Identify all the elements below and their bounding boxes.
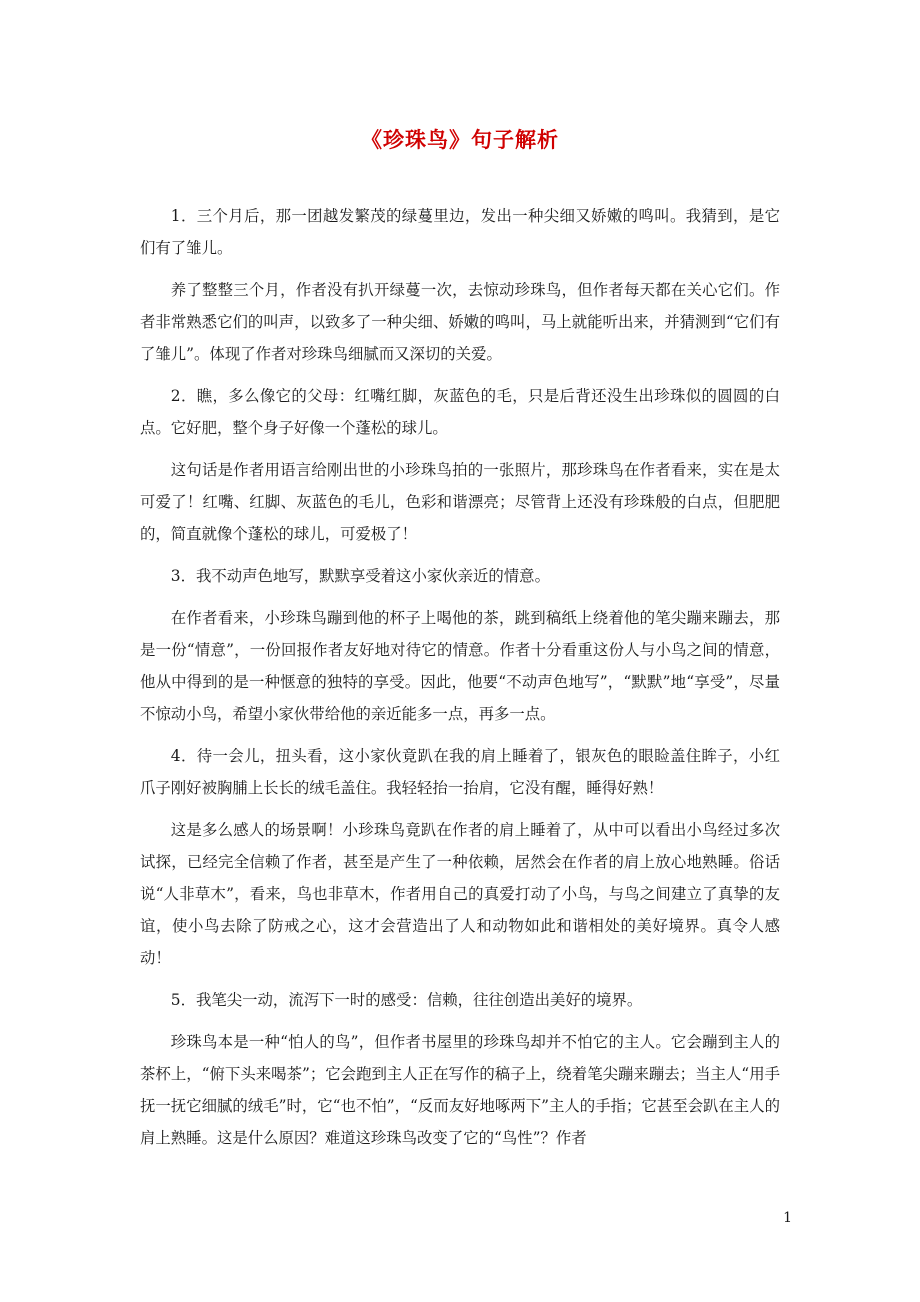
paragraph-3: 2．瞧，多么像它的父母：红嘴红脚，灰蓝色的毛，只是后背还没生出珍珠似的圆圆的白点。它好肥，整个身子好像一个蓬松的球儿。 <box>140 387 780 437</box>
paragraph-9: 5．我笔尖一动，流泻下一时的感受：信赖，往往创造出美好的境界。 <box>170 991 643 1009</box>
paragraph-10: 珍珠鸟本是一种“怕人的鸟”，但作者书屋里的珍珠鸟却并不怕它的主人。它会蹦到主人的茶杯上，“俯下头来喝茶”；它会跑到主人正在写作的稿子上，绕着笔尖蹦来蹦去；当主人“用手抚一抚它细腻的绒毛”时，它“也不怕”，“反而友好地啄两下”主人的手指；它甚至会趴在主人的肩上熟睡。这是什么原因？难道这珍珠鸟改变了它的“鸟性”？作者 <box>140 1033 780 1147</box>
page-title: 《珍珠鸟》句子解析 <box>361 127 559 152</box>
paragraph-4: 这句话是作者用语言给刚出世的小珍珠鸟拍的一张照片，那珍珠鸟在作者看来，实在是太可爱了！红嘴、红脚、灰蓝色的毛儿，色彩和谐漂亮；尽管背上还没有珍珠般的白点，但肥肥的，简直就像个蓬松的球儿，可爱极了！ <box>140 461 780 543</box>
paragraph-7: 4．待一会儿，扭头看，这小家伙竟趴在我的肩上睡着了，银灰色的眼睑盖住眸子，小红爪子刚好被胸脯上长长的绒毛盖住。我轻轻抬一抬肩，它没有醒，睡得好熟！ <box>140 747 780 797</box>
paragraph-8: 这是多么感人的场景啊！小珍珠鸟竟趴在作者的肩上睡着了，从中可以看出小鸟经过多次试探，已经完全信赖了作者，甚至是产生了一种依赖，居然会在作者的肩上放心地熟睡。俗话说“人非草木”，看来，鸟也非草木，作者用自己的真爱打动了小鸟，与鸟之间建立了真挚的友谊，使小鸟去除了防戒之心，这才会营造出了人和动物如此和谐相处的美好境界。真令人感动！ <box>140 821 780 967</box>
paragraph-1: 1．三个月后，那一团越发繁茂的绿蔓里边，发出一种尖细又娇嫩的鸣叫。我猜到，是它们有了雏儿。 <box>140 207 780 257</box>
paragraph-6: 在作者看来，小珍珠鸟蹦到他的杯子上喝他的茶，跳到稿纸上绕着他的笔尖蹦来蹦去，那是一份“情意”，一份回报作者友好地对待它的情意。作者十分看重这份人与小鸟之间的情意，他从中得到的是一种惬意的独特的享受。因此，他要“不动声色地写”，“默默”地“享受”，尽量不惊动小鸟，希望小家伙带给他的亲近能多一点，再多一点。 <box>140 609 780 723</box>
paragraph-5: 3．我不动声色地写，默默享受着这小家伙亲近的情意。 <box>170 567 550 585</box>
page-number: 1 <box>783 1210 792 1226</box>
paragraph-2: 养了整整三个月，作者没有扒开绿蔓一次，去惊动珍珠鸟，但作者每天都在关心它们。作者非常熟悉它们的叫声，以致多了一种尖细、娇嫩的鸣叫，马上就能听出来，并猜测到“它们有了雏儿”。体现了作者对珍珠鸟细腻而又深切的关爱。 <box>140 281 780 363</box>
document-body <box>140 200 780 1164</box>
